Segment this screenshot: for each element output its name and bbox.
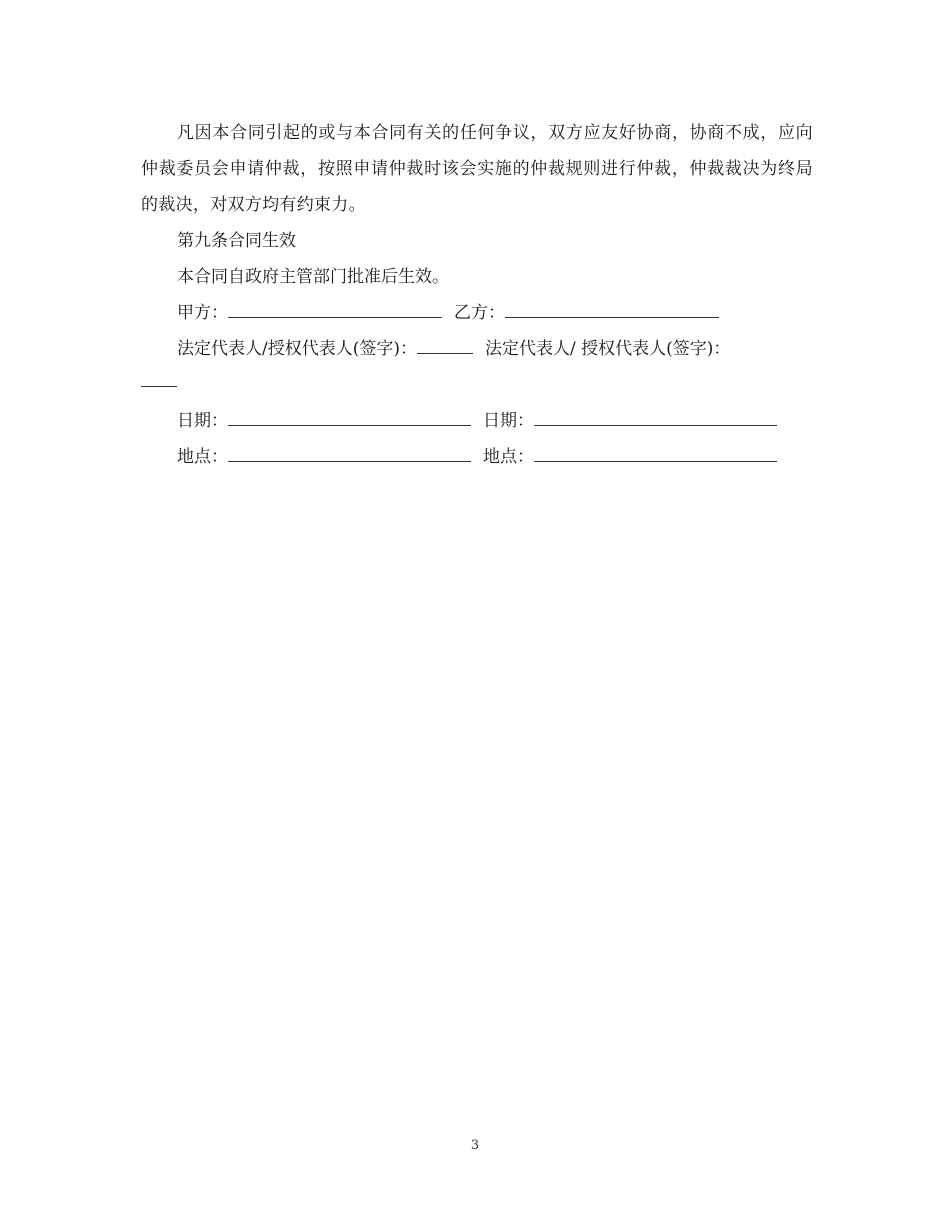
party-a-label: 甲方： [177, 303, 228, 323]
place-b-label: 地点： [483, 447, 534, 467]
dispute-paragraph: 凡因本合同引起的或与本合同有关的任何争议，双方应友好协商，协商不成，应向仲裁委员会申请仲裁，按照申请仲裁时该会实施的仲裁规则进行仲裁，仲裁裁决为终局的裁决，对双方均有约束力。 [141, 123, 813, 215]
place-a-blank[interactable] [228, 444, 471, 462]
date-a-label: 日期： [177, 411, 228, 431]
article-body: 本合同自政府主管部门批准后生效。 [177, 267, 449, 287]
party-b-label: 乙方： [454, 303, 505, 323]
rep-a-label: 法定代表人/授权代表人(签字)： [177, 339, 417, 359]
date-a-blank[interactable] [228, 408, 471, 426]
rep-b-signature-blank[interactable] [141, 369, 177, 387]
place-a-label: 地点： [177, 447, 228, 467]
place-row [141, 439, 813, 475]
party-row [141, 295, 813, 331]
party-b-blank[interactable] [505, 300, 719, 318]
place-b-blank[interactable] [534, 444, 777, 462]
page-number: 3 [470, 1138, 480, 1153]
representative-row-continuation [141, 367, 813, 403]
rep-b-label: 法定代表人/ 授权代表人(签字)： [485, 339, 731, 359]
document-body [141, 115, 813, 475]
representative-row [141, 331, 813, 367]
party-a-blank[interactable] [228, 300, 442, 318]
date-row [141, 403, 813, 439]
date-b-label: 日期： [483, 411, 534, 431]
rep-a-signature-blank[interactable] [417, 336, 473, 354]
article-heading: 第九条合同生效 [177, 231, 296, 251]
date-b-blank[interactable] [534, 408, 777, 426]
